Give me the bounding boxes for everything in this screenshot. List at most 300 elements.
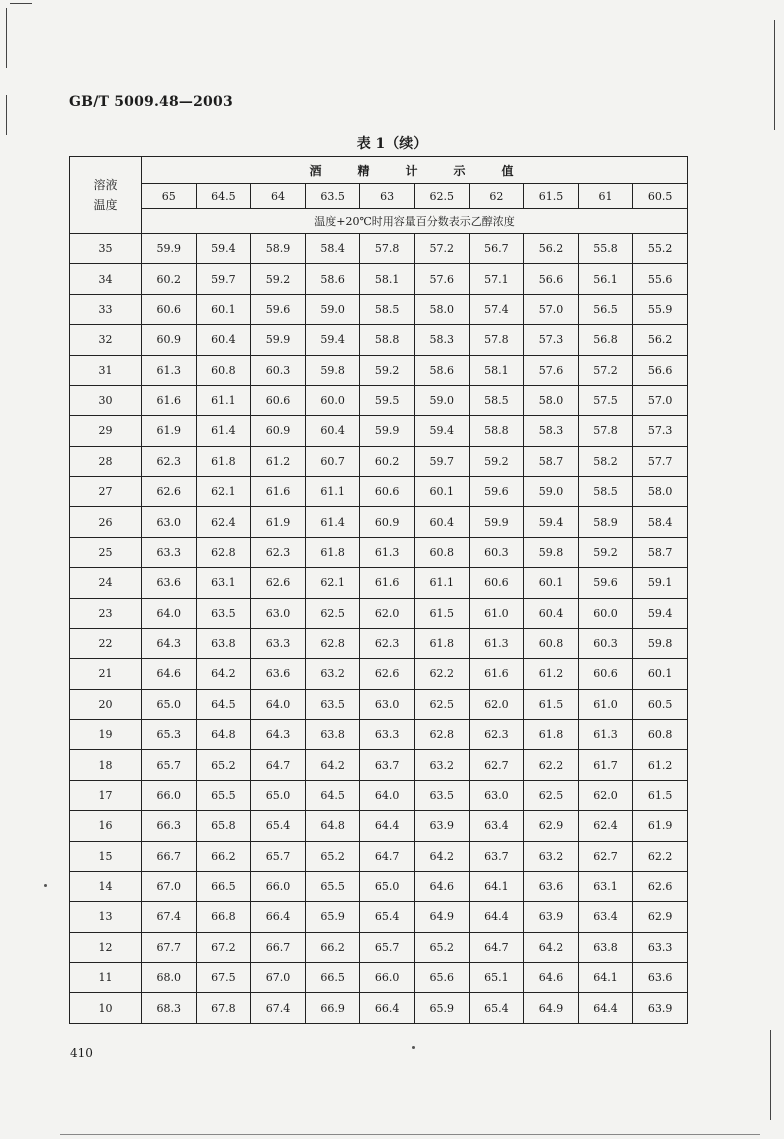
value-cell: 63.5	[196, 598, 251, 628]
corner-label-line2: 温度	[93, 198, 118, 212]
temperature-cell: 35	[70, 234, 142, 264]
column-header: 60.5	[633, 184, 688, 209]
value-cell: 65.3	[142, 720, 197, 750]
value-cell: 64.2	[196, 659, 251, 689]
value-cell: 65.5	[305, 871, 360, 901]
value-cell: 58.6	[414, 355, 469, 385]
value-cell: 66.3	[142, 811, 197, 841]
value-cell: 61.6	[360, 568, 415, 598]
value-cell: 65.4	[360, 902, 415, 932]
column-header: 65	[142, 184, 197, 209]
value-cell: 63.2	[305, 659, 360, 689]
column-header: 61	[578, 184, 633, 209]
table-row	[70, 841, 688, 871]
value-cell: 61.1	[414, 568, 469, 598]
value-cell: 62.9	[633, 902, 688, 932]
value-cell: 59.4	[305, 325, 360, 355]
value-cell: 60.9	[142, 325, 197, 355]
value-cell: 56.2	[524, 234, 579, 264]
value-cell: 59.7	[196, 264, 251, 294]
value-cell: 62.8	[196, 537, 251, 567]
value-cell: 56.6	[633, 355, 688, 385]
temperature-cell: 26	[70, 507, 142, 537]
value-cell: 61.0	[578, 689, 633, 719]
value-cell: 66.4	[251, 902, 306, 932]
table-row	[70, 902, 688, 932]
value-cell: 58.9	[251, 234, 306, 264]
value-cell: 62.5	[414, 689, 469, 719]
value-cell: 57.2	[414, 234, 469, 264]
value-cell: 64.9	[524, 993, 579, 1023]
temperature-cell: 29	[70, 416, 142, 446]
table-row	[70, 385, 688, 415]
value-cell: 58.0	[633, 477, 688, 507]
scan-edge-right	[774, 20, 775, 130]
value-cell: 58.1	[469, 355, 524, 385]
value-cell: 64.7	[360, 841, 415, 871]
value-cell: 59.6	[578, 568, 633, 598]
value-cell: 64.6	[524, 963, 579, 993]
value-cell: 58.0	[524, 385, 579, 415]
value-cell: 64.0	[251, 689, 306, 719]
table-row	[70, 871, 688, 901]
value-cell: 59.0	[524, 477, 579, 507]
value-cell: 64.2	[305, 750, 360, 780]
temperature-cell: 32	[70, 325, 142, 355]
value-cell: 59.6	[469, 477, 524, 507]
temperature-cell: 34	[70, 264, 142, 294]
table-row	[70, 720, 688, 750]
value-cell: 66.5	[305, 963, 360, 993]
value-cell: 58.5	[469, 385, 524, 415]
temperature-cell: 33	[70, 294, 142, 324]
temperature-cell: 25	[70, 537, 142, 567]
scan-speck	[44, 884, 47, 887]
value-cell: 65.0	[142, 689, 197, 719]
table-row	[70, 628, 688, 658]
value-cell: 63.7	[469, 841, 524, 871]
value-cell: 61.3	[578, 720, 633, 750]
value-cell: 62.3	[469, 720, 524, 750]
value-cell: 68.3	[142, 993, 197, 1023]
table-row	[70, 993, 688, 1023]
value-cell: 63.6	[633, 963, 688, 993]
temperature-cell: 11	[70, 963, 142, 993]
value-cell: 62.6	[251, 568, 306, 598]
value-cell: 61.4	[305, 507, 360, 537]
value-cell: 62.0	[360, 598, 415, 628]
value-cell: 63.2	[414, 750, 469, 780]
temperature-cell: 27	[70, 477, 142, 507]
value-cell: 57.0	[633, 385, 688, 415]
table-row	[70, 780, 688, 810]
value-cell: 60.6	[469, 568, 524, 598]
value-cell: 60.8	[196, 355, 251, 385]
value-cell: 58.3	[414, 325, 469, 355]
column-header: 64.5	[196, 184, 251, 209]
value-cell: 58.5	[360, 294, 415, 324]
value-cell: 64.3	[251, 720, 306, 750]
table-row	[70, 234, 688, 264]
temperature-cell: 24	[70, 568, 142, 598]
value-cell: 61.8	[414, 628, 469, 658]
value-cell: 61.8	[305, 537, 360, 567]
value-cell: 59.4	[414, 416, 469, 446]
value-cell: 60.4	[196, 325, 251, 355]
value-cell: 67.4	[142, 902, 197, 932]
value-cell: 62.0	[469, 689, 524, 719]
value-cell: 59.9	[360, 416, 415, 446]
value-cell: 63.0	[360, 689, 415, 719]
value-cell: 57.5	[578, 385, 633, 415]
value-cell: 59.1	[633, 568, 688, 598]
value-cell: 67.2	[196, 932, 251, 962]
value-cell: 60.6	[578, 659, 633, 689]
value-cell: 59.8	[633, 628, 688, 658]
value-cell: 65.9	[305, 902, 360, 932]
value-cell: 61.5	[524, 689, 579, 719]
column-header: 62	[469, 184, 524, 209]
table-row	[70, 507, 688, 537]
value-cell: 57.6	[414, 264, 469, 294]
value-cell: 59.9	[251, 325, 306, 355]
value-cell: 65.4	[469, 993, 524, 1023]
value-cell: 64.4	[578, 993, 633, 1023]
value-cell: 65.5	[196, 780, 251, 810]
value-cell: 65.7	[142, 750, 197, 780]
value-cell: 61.1	[305, 477, 360, 507]
column-header: 63	[360, 184, 415, 209]
value-cell: 64.8	[196, 720, 251, 750]
value-cell: 62.0	[578, 780, 633, 810]
corner-label-line1: 溶液	[93, 178, 118, 192]
value-cell: 64.5	[196, 689, 251, 719]
value-cell: 58.4	[305, 234, 360, 264]
value-cell: 64.1	[469, 871, 524, 901]
temperature-cell: 15	[70, 841, 142, 871]
value-cell: 58.4	[633, 507, 688, 537]
value-cell: 63.8	[196, 628, 251, 658]
value-cell: 57.2	[578, 355, 633, 385]
value-cell: 63.5	[414, 780, 469, 810]
value-cell: 65.0	[251, 780, 306, 810]
temperature-cell: 14	[70, 871, 142, 901]
value-cell: 65.4	[251, 811, 306, 841]
value-cell: 59.4	[524, 507, 579, 537]
temperature-cell: 21	[70, 659, 142, 689]
value-cell: 66.0	[360, 963, 415, 993]
value-cell: 61.3	[469, 628, 524, 658]
value-cell: 65.8	[196, 811, 251, 841]
value-cell: 67.0	[251, 963, 306, 993]
table-row	[70, 477, 688, 507]
value-cell: 62.8	[305, 628, 360, 658]
value-cell: 64.7	[469, 932, 524, 962]
value-cell: 61.4	[196, 416, 251, 446]
value-cell: 64.5	[305, 780, 360, 810]
value-cell: 65.2	[196, 750, 251, 780]
table-row	[70, 689, 688, 719]
value-cell: 63.4	[578, 902, 633, 932]
value-cell: 62.7	[469, 750, 524, 780]
value-cell: 58.3	[524, 416, 579, 446]
value-cell: 64.8	[305, 811, 360, 841]
value-cell: 63.3	[251, 628, 306, 658]
table-row	[70, 446, 688, 476]
value-cell: 63.5	[305, 689, 360, 719]
value-cell: 64.9	[414, 902, 469, 932]
value-cell: 61.6	[469, 659, 524, 689]
value-cell: 60.4	[414, 507, 469, 537]
value-cell: 65.6	[414, 963, 469, 993]
value-cell: 57.3	[633, 416, 688, 446]
value-cell: 63.0	[469, 780, 524, 810]
value-cell: 66.9	[305, 993, 360, 1023]
table-row	[70, 537, 688, 567]
temperature-cell: 22	[70, 628, 142, 658]
value-cell: 63.7	[360, 750, 415, 780]
column-header: 62.5	[414, 184, 469, 209]
value-cell: 64.2	[414, 841, 469, 871]
value-cell: 57.1	[469, 264, 524, 294]
value-cell: 63.6	[142, 568, 197, 598]
value-cell: 60.9	[360, 507, 415, 537]
value-cell: 60.8	[633, 720, 688, 750]
value-cell: 63.2	[524, 841, 579, 871]
value-cell: 67.8	[196, 993, 251, 1023]
value-cell: 63.3	[360, 720, 415, 750]
scan-speck	[412, 1046, 415, 1049]
value-cell: 66.5	[196, 871, 251, 901]
temperature-cell: 23	[70, 598, 142, 628]
value-cell: 61.2	[251, 446, 306, 476]
temperature-cell: 18	[70, 750, 142, 780]
value-cell: 64.0	[142, 598, 197, 628]
value-cell: 66.4	[360, 993, 415, 1023]
value-cell: 63.0	[142, 507, 197, 537]
value-cell: 60.8	[524, 628, 579, 658]
table-title: 表 1（续）	[356, 136, 428, 152]
value-cell: 63.4	[469, 811, 524, 841]
value-cell: 62.4	[196, 507, 251, 537]
value-cell: 59.2	[251, 264, 306, 294]
value-cell: 63.9	[633, 993, 688, 1023]
scan-edge-right	[770, 1030, 771, 1120]
value-cell: 63.3	[142, 537, 197, 567]
value-cell: 64.1	[578, 963, 633, 993]
temperature-cell: 13	[70, 902, 142, 932]
value-cell: 61.6	[142, 385, 197, 415]
value-cell: 59.8	[524, 537, 579, 567]
column-header: 61.5	[524, 184, 579, 209]
temperature-cell: 12	[70, 932, 142, 962]
value-cell: 55.2	[633, 234, 688, 264]
value-cell: 61.3	[142, 355, 197, 385]
value-cell: 59.2	[578, 537, 633, 567]
value-cell: 60.2	[142, 264, 197, 294]
table-row	[70, 325, 688, 355]
value-cell: 65.9	[414, 993, 469, 1023]
value-cell: 61.0	[469, 598, 524, 628]
value-cell: 63.8	[305, 720, 360, 750]
value-cell: 57.7	[633, 446, 688, 476]
value-cell: 61.9	[142, 416, 197, 446]
value-cell: 65.7	[360, 932, 415, 962]
value-cell: 60.1	[196, 294, 251, 324]
value-cell: 60.5	[633, 689, 688, 719]
alcohol-correction-table	[69, 156, 688, 1024]
temperature-cell: 19	[70, 720, 142, 750]
value-cell: 67.4	[251, 993, 306, 1023]
table-row	[70, 750, 688, 780]
value-cell: 58.9	[578, 507, 633, 537]
value-cell: 59.9	[469, 507, 524, 537]
value-cell: 59.7	[414, 446, 469, 476]
value-cell: 62.4	[578, 811, 633, 841]
value-cell: 59.6	[251, 294, 306, 324]
super-header: 酒精计示值	[142, 157, 688, 184]
value-cell: 62.1	[305, 568, 360, 598]
value-cell: 66.2	[196, 841, 251, 871]
value-cell: 58.1	[360, 264, 415, 294]
value-cell: 58.0	[414, 294, 469, 324]
value-cell: 60.1	[414, 477, 469, 507]
page-number: 410	[70, 1046, 93, 1060]
temperature-cell: 28	[70, 446, 142, 476]
value-cell: 60.7	[305, 446, 360, 476]
value-cell: 55.9	[633, 294, 688, 324]
value-cell: 59.5	[360, 385, 415, 415]
value-cell: 56.7	[469, 234, 524, 264]
value-cell: 67.5	[196, 963, 251, 993]
value-cell: 61.8	[196, 446, 251, 476]
temperature-cell: 17	[70, 780, 142, 810]
value-cell: 57.6	[524, 355, 579, 385]
value-cell: 61.9	[251, 507, 306, 537]
value-cell: 64.3	[142, 628, 197, 658]
temperature-cell: 31	[70, 355, 142, 385]
value-cell: 63.1	[196, 568, 251, 598]
value-cell: 61.5	[414, 598, 469, 628]
value-cell: 61.2	[633, 750, 688, 780]
value-cell: 62.1	[196, 477, 251, 507]
table-body	[70, 234, 688, 1024]
value-cell: 60.4	[305, 416, 360, 446]
scan-edge-left	[6, 95, 7, 135]
value-cell: 60.6	[142, 294, 197, 324]
value-cell: 66.8	[196, 902, 251, 932]
value-cell: 62.7	[578, 841, 633, 871]
value-cell: 57.4	[469, 294, 524, 324]
value-cell: 59.9	[142, 234, 197, 264]
value-cell: 60.0	[578, 598, 633, 628]
value-cell: 65.2	[305, 841, 360, 871]
value-cell: 63.6	[524, 871, 579, 901]
temperature-header-cell	[70, 157, 142, 234]
column-header-row	[70, 184, 688, 209]
value-cell: 57.0	[524, 294, 579, 324]
value-cell: 67.0	[142, 871, 197, 901]
value-cell: 63.3	[633, 932, 688, 962]
value-cell: 60.9	[251, 416, 306, 446]
value-cell: 59.2	[469, 446, 524, 476]
value-cell: 57.8	[360, 234, 415, 264]
temperature-cell: 16	[70, 811, 142, 841]
value-cell: 60.2	[360, 446, 415, 476]
value-cell: 65.1	[469, 963, 524, 993]
table-row	[70, 811, 688, 841]
value-cell: 66.2	[305, 932, 360, 962]
value-cell: 56.6	[524, 264, 579, 294]
value-cell: 58.8	[469, 416, 524, 446]
value-cell: 64.7	[251, 750, 306, 780]
value-cell: 61.9	[633, 811, 688, 841]
temperature-cell: 20	[70, 689, 142, 719]
value-cell: 60.3	[251, 355, 306, 385]
value-cell: 57.8	[469, 325, 524, 355]
value-cell: 59.4	[196, 234, 251, 264]
column-header: 63.5	[305, 184, 360, 209]
value-cell: 66.7	[142, 841, 197, 871]
value-cell: 60.3	[469, 537, 524, 567]
table-row	[70, 659, 688, 689]
scan-edge-left	[6, 8, 7, 68]
value-cell: 57.3	[524, 325, 579, 355]
value-cell: 61.1	[196, 385, 251, 415]
sub-header: 温度+20℃时用容量百分数表示乙醇浓度	[142, 209, 688, 234]
value-cell: 65.2	[414, 932, 469, 962]
value-cell: 62.6	[142, 477, 197, 507]
value-cell: 63.9	[524, 902, 579, 932]
value-cell: 59.0	[305, 294, 360, 324]
value-cell: 63.0	[251, 598, 306, 628]
value-cell: 63.1	[578, 871, 633, 901]
value-cell: 58.2	[578, 446, 633, 476]
column-header: 64	[251, 184, 306, 209]
value-cell: 64.2	[524, 932, 579, 962]
value-cell: 67.7	[142, 932, 197, 962]
value-cell: 61.6	[251, 477, 306, 507]
value-cell: 66.0	[142, 780, 197, 810]
value-cell: 57.8	[578, 416, 633, 446]
value-cell: 66.7	[251, 932, 306, 962]
value-cell: 68.0	[142, 963, 197, 993]
value-cell: 58.8	[360, 325, 415, 355]
value-cell: 61.7	[578, 750, 633, 780]
table-row	[70, 264, 688, 294]
value-cell: 58.5	[578, 477, 633, 507]
value-cell: 60.0	[305, 385, 360, 415]
table-row	[70, 963, 688, 993]
value-cell: 62.5	[524, 780, 579, 810]
value-cell: 59.8	[305, 355, 360, 385]
value-cell: 62.3	[142, 446, 197, 476]
value-cell: 63.8	[578, 932, 633, 962]
value-cell: 64.6	[142, 659, 197, 689]
table-row	[70, 932, 688, 962]
value-cell: 62.2	[524, 750, 579, 780]
value-cell: 56.5	[578, 294, 633, 324]
value-cell: 62.8	[414, 720, 469, 750]
value-cell: 61.5	[633, 780, 688, 810]
value-cell: 62.9	[524, 811, 579, 841]
value-cell: 64.0	[360, 780, 415, 810]
value-cell: 65.7	[251, 841, 306, 871]
value-cell: 58.6	[305, 264, 360, 294]
value-cell: 59.4	[633, 598, 688, 628]
value-cell: 62.3	[360, 628, 415, 658]
standard-code: GB/T 5009.48—2003	[69, 94, 233, 110]
